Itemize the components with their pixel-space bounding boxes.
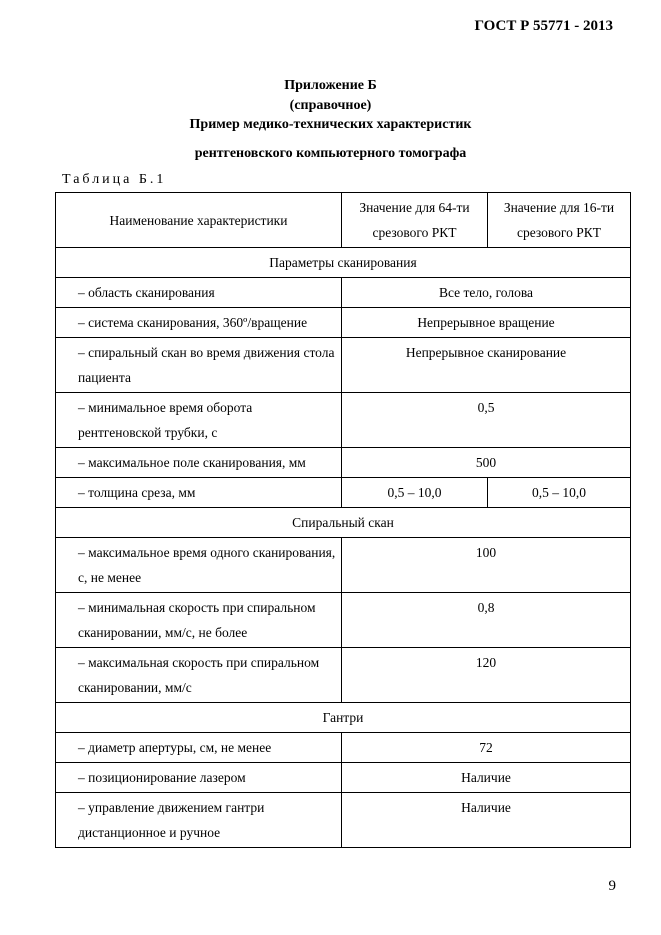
- column-header-16: Значение для 16-ти срезового РКТ: [488, 193, 631, 248]
- table-row: [56, 733, 631, 763]
- section-row: [56, 703, 631, 733]
- section-row: [56, 508, 631, 538]
- characteristics-table: [55, 192, 631, 848]
- row-value: 72: [342, 733, 631, 763]
- table-row: [56, 278, 631, 308]
- row-name: – диаметр апертуры, см, не менее: [56, 733, 342, 763]
- appendix-title: Приложение Б: [284, 78, 377, 93]
- row-name: – область сканирования: [56, 278, 342, 308]
- row-value: 0,5: [342, 393, 631, 448]
- table-header-row: [56, 193, 631, 248]
- row-value: Все тело, голова: [342, 278, 631, 308]
- table-row: [56, 393, 631, 448]
- row-value: Непрерывное сканирование: [342, 338, 631, 393]
- table-row: [56, 308, 631, 338]
- table-row: [56, 793, 631, 848]
- section-scan-parameters: Параметры сканирования: [56, 248, 631, 278]
- table-row: [56, 593, 631, 648]
- row-value-16: 0,5 – 10,0: [488, 478, 631, 508]
- row-name: – минимальная скорость при спиральном сканировании, мм/с, не более: [56, 593, 342, 648]
- table-row: [56, 338, 631, 393]
- page-number: 9: [608, 878, 616, 894]
- row-value: Наличие: [342, 793, 631, 848]
- section-spiral-scan: Спиральный скан: [56, 508, 631, 538]
- row-value: 500: [342, 448, 631, 478]
- section-gantry: Гантри: [56, 703, 631, 733]
- appendix-heading-line2: рентгеновского компьютерного томографа: [194, 146, 467, 161]
- table-row: [56, 648, 631, 703]
- row-name: – система сканирования, 360º/вращение: [56, 308, 342, 338]
- row-name: – толщина среза, мм: [56, 478, 342, 508]
- row-name: – спиральный скан во время движения стола пациента: [56, 338, 342, 393]
- standard-header: ГОСТ Р 55771 - 2013: [474, 18, 613, 34]
- section-row: [56, 248, 631, 278]
- table-row: [56, 763, 631, 793]
- row-name: – максимальное поле сканирования, мм: [56, 448, 342, 478]
- table-label: Таблица Б.1: [62, 172, 167, 187]
- appendix-heading-line1: Пример медико-технических характеристик: [189, 117, 472, 132]
- table-row: [56, 538, 631, 593]
- row-name: – минимальное время оборота рентгеновской трубки, с: [56, 393, 342, 448]
- row-value-64: 0,5 – 10,0: [342, 478, 488, 508]
- appendix-type: (справочное): [289, 98, 372, 113]
- column-header-64: Значение для 64-ти срезового РКТ: [342, 193, 488, 248]
- row-value: 120: [342, 648, 631, 703]
- row-value: 100: [342, 538, 631, 593]
- row-name: – максимальная скорость при спиральном сканировании, мм/с: [56, 648, 342, 703]
- table-row: [56, 448, 631, 478]
- row-value: Наличие: [342, 763, 631, 793]
- row-name: – позиционирование лазером: [56, 763, 342, 793]
- row-name: – максимальное время одного сканирования, с, не менее: [56, 538, 342, 593]
- row-name: – управление движением гантри дистанционное и ручное: [56, 793, 342, 848]
- row-value: 0,8: [342, 593, 631, 648]
- row-value: Непрерывное вращение: [342, 308, 631, 338]
- column-header-name: Наименование характеристики: [56, 193, 342, 248]
- table-row: [56, 478, 631, 508]
